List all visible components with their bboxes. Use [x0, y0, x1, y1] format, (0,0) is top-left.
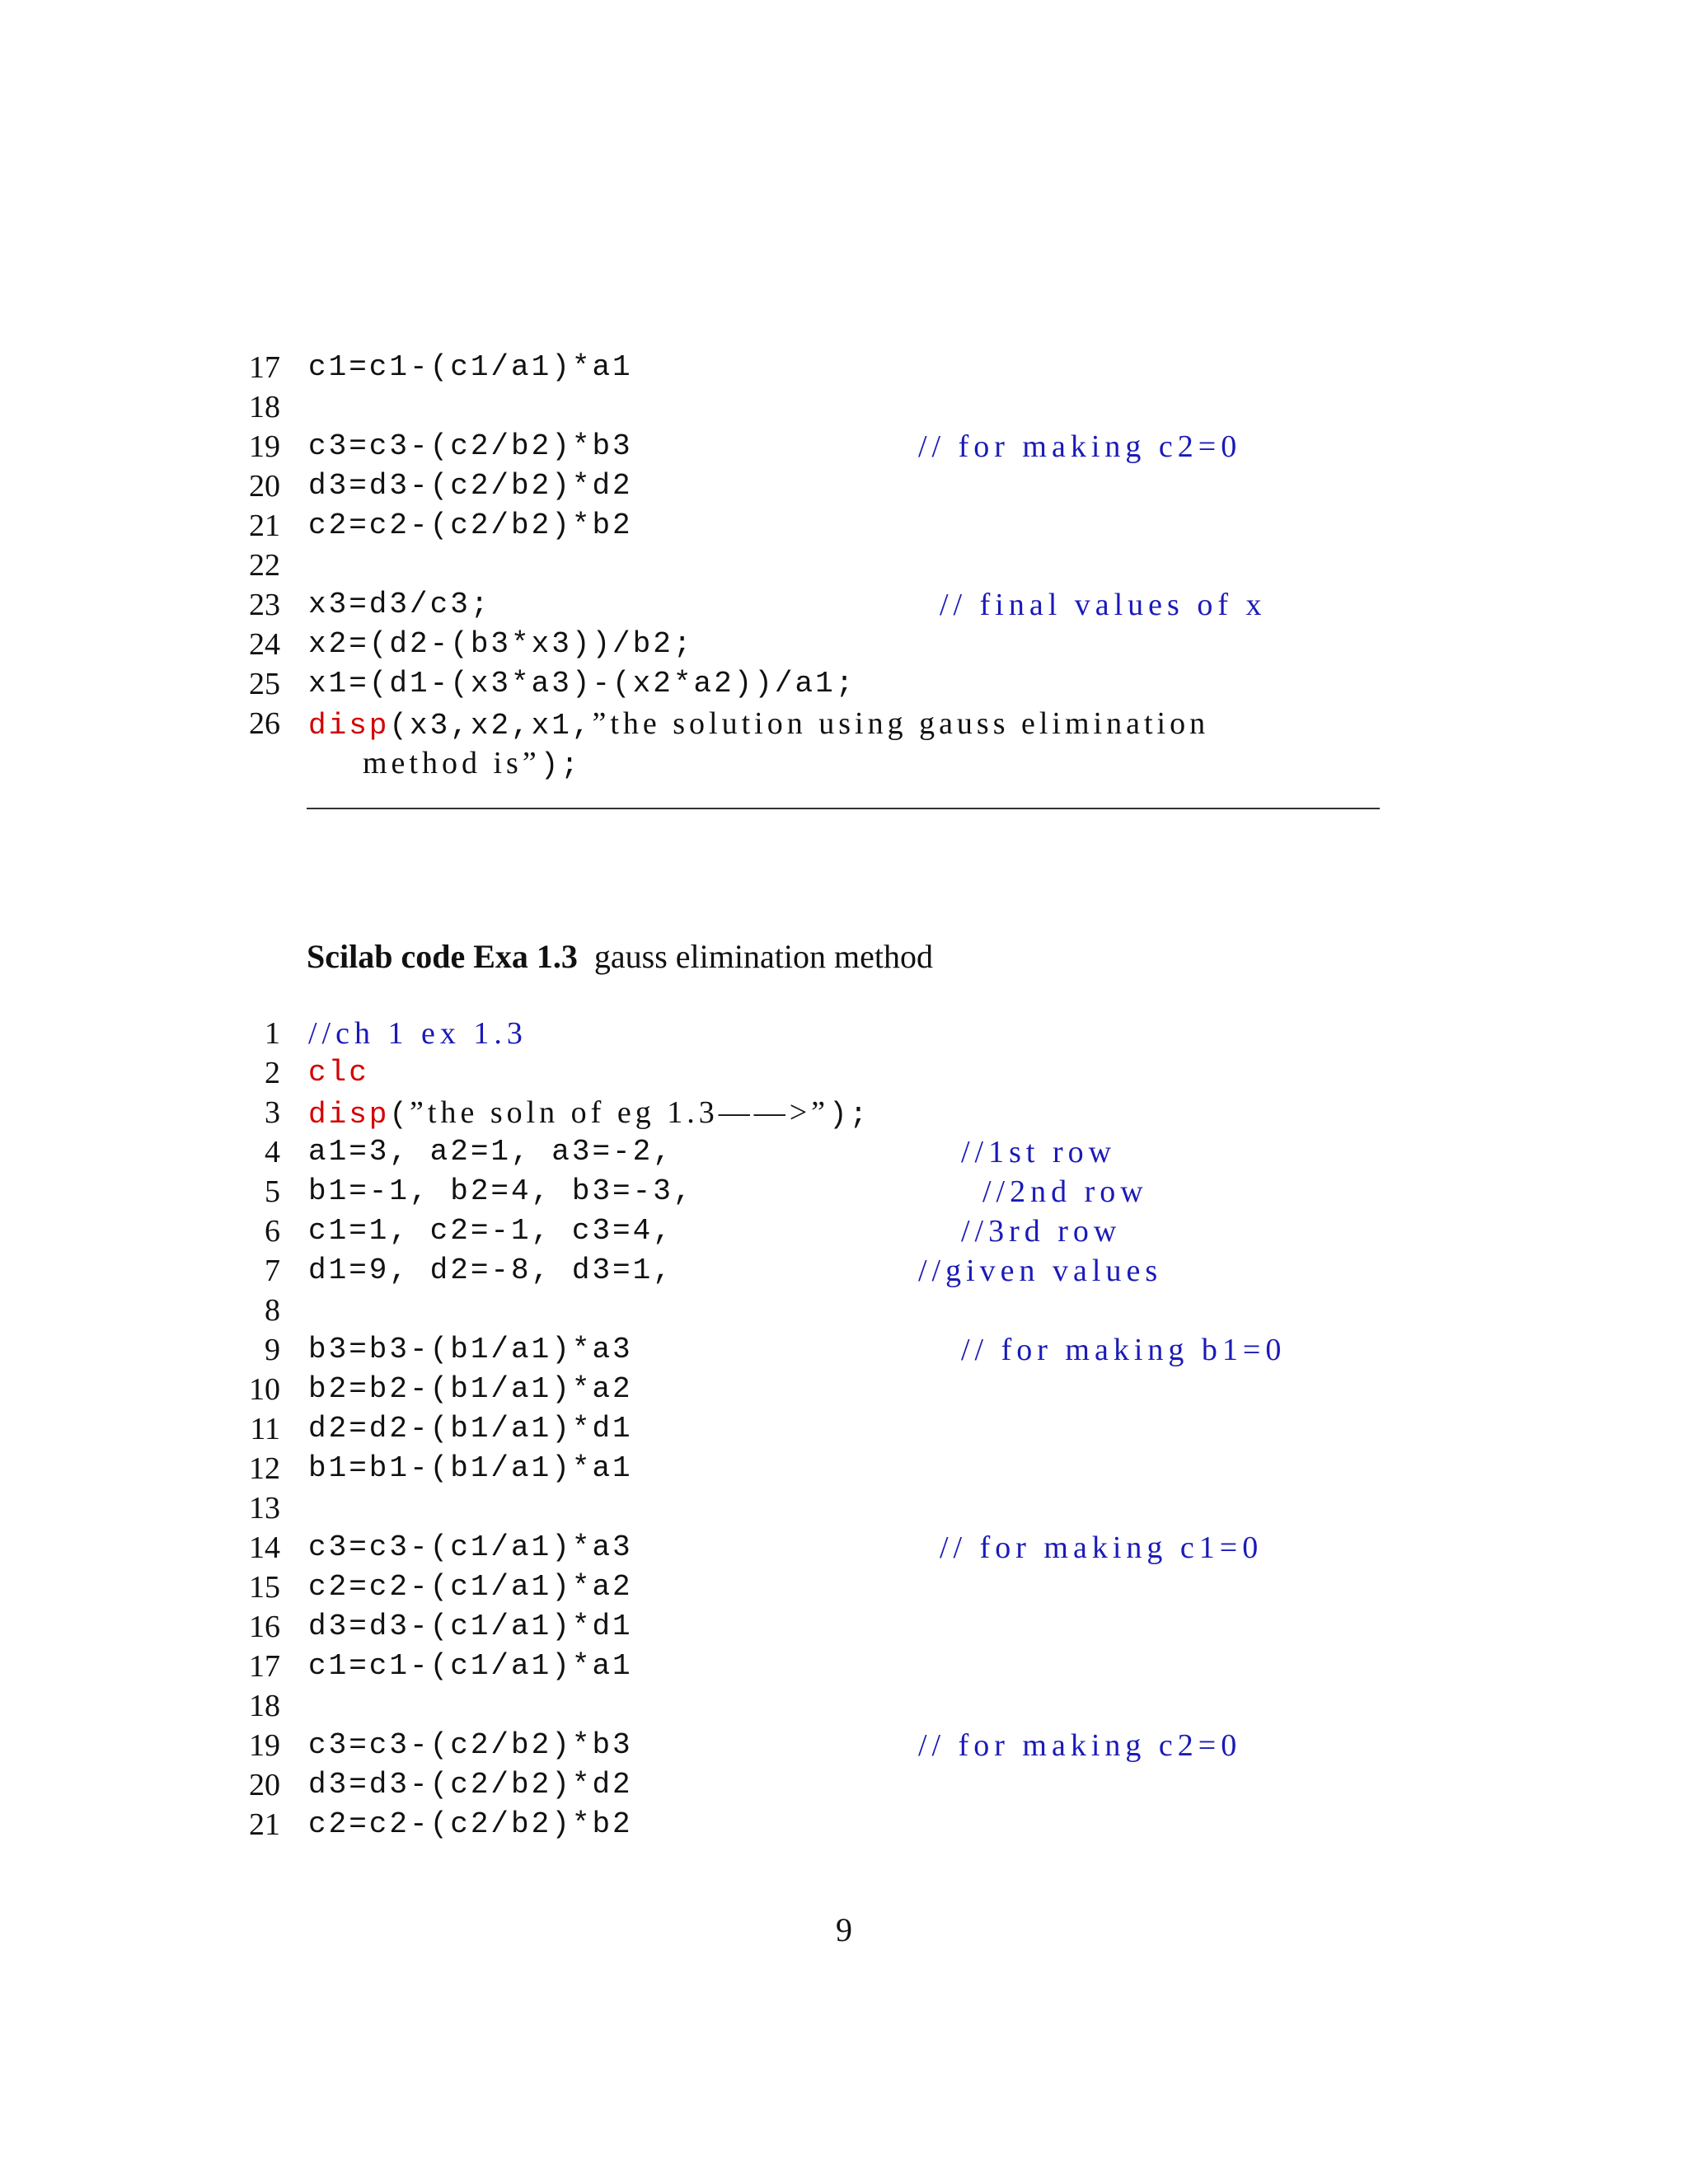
line-number: 3: [265, 1095, 280, 1130]
line-number: 8: [265, 1293, 280, 1328]
caption-label: Scilab code Exa 1.3: [307, 938, 578, 975]
code-comment: //ch 1 ex 1.3: [308, 1016, 528, 1051]
caption-text: gauss elimination method: [593, 938, 933, 975]
code-line: [0, 1291, 1688, 1330]
code-line: [0, 664, 1688, 704]
line-number: 9: [265, 1333, 280, 1367]
line-number: 12: [249, 1451, 280, 1486]
line-number: 19: [249, 1728, 280, 1763]
line-number: 6: [265, 1214, 280, 1249]
code-line: [0, 1686, 1688, 1726]
code-text: c2=c2-(c1/a1)*a2: [308, 1570, 633, 1604]
code-line: [0, 1647, 1688, 1686]
code-line: [0, 1568, 1688, 1607]
line-number: 19: [249, 429, 280, 464]
code-text: [308, 1093, 870, 1135]
keyword-disp: disp: [308, 709, 390, 743]
code-text: [308, 704, 1209, 746]
code-comment: //given values: [918, 1254, 1163, 1288]
line-number: 11: [250, 1412, 280, 1446]
line-number: 1: [265, 1016, 280, 1051]
code-line: [0, 1172, 1688, 1212]
line-number: 20: [249, 469, 280, 504]
code-line: [0, 546, 1688, 585]
code-line: [0, 466, 1688, 506]
code-comment: //3rd row: [961, 1214, 1122, 1249]
code-line: [0, 1330, 1688, 1370]
code-text: c3=c3-(c2/b2)*b3: [308, 429, 633, 463]
code-text: c1=c1-(c1/a1)*a1: [308, 350, 633, 384]
code-text: d1=9, d2=-8, d3=1,: [308, 1254, 673, 1287]
listing-caption: [307, 935, 933, 978]
line-number: 23: [249, 588, 280, 622]
code-text: d3=d3-(c2/b2)*d2: [308, 469, 633, 503]
line-number: 7: [265, 1254, 280, 1288]
code-text: c1=c1-(c1/a1)*a1: [308, 1649, 633, 1683]
code-fragment: );: [540, 748, 581, 782]
code-line: [0, 1093, 1688, 1132]
code-text: d2=d2-(b1/a1)*d1: [308, 1412, 633, 1446]
code-line: [0, 1765, 1688, 1805]
line-number: 22: [249, 548, 280, 583]
code-line: [0, 1053, 1688, 1093]
code-line: [0, 506, 1688, 546]
line-number: 13: [249, 1491, 280, 1526]
code-text: x2=(d2-(b3*x3))/b2;: [308, 627, 694, 661]
code-line: [0, 1251, 1688, 1291]
line-number: 24: [249, 627, 280, 662]
code-line: [0, 1449, 1688, 1488]
code-line: [0, 1132, 1688, 1172]
code-fragment: );: [828, 1098, 870, 1132]
code-text: x3=d3/c3;: [308, 588, 491, 621]
line-number: 4: [265, 1135, 280, 1169]
code-text: b3=b3-(b1/a1)*a3: [308, 1333, 633, 1366]
code-comment: // for making c2=0: [918, 429, 1242, 464]
code-comment: //1st row: [961, 1135, 1117, 1169]
code-line: [0, 427, 1688, 466]
line-number: 14: [249, 1530, 280, 1565]
line-number: 17: [249, 1649, 280, 1684]
code-comment: //2nd row: [982, 1174, 1148, 1209]
code-line: [0, 1805, 1688, 1844]
code-line: [0, 1607, 1688, 1647]
line-number: 10: [249, 1372, 280, 1407]
code-text: c1=1, c2=-1, c3=4,: [308, 1214, 673, 1248]
code-line: [0, 1212, 1688, 1251]
code-comment: // for making c1=0: [940, 1530, 1264, 1565]
code-line: [0, 348, 1688, 387]
line-number: 21: [249, 509, 280, 543]
code-text: c3=c3-(c2/b2)*b3: [308, 1728, 633, 1762]
listing-end-rule: [307, 808, 1380, 809]
code-line: [0, 1409, 1688, 1449]
code-line: [0, 1014, 1688, 1053]
code-line-continuation: [0, 743, 1688, 783]
code-line: [0, 1370, 1688, 1409]
line-number: 15: [249, 1570, 280, 1605]
keyword-disp: disp: [308, 1098, 390, 1132]
line-number: 5: [265, 1174, 280, 1209]
code-text: b2=b2-(b1/a1)*a2: [308, 1372, 633, 1406]
code-text: d3=d3-(c1/a1)*d1: [308, 1610, 633, 1643]
code-comment: // final values of x: [940, 588, 1267, 622]
line-number: 17: [249, 350, 280, 385]
code-line: [0, 1488, 1688, 1528]
line-number: 20: [249, 1768, 280, 1802]
code-comment: // for making b1=0: [961, 1333, 1287, 1367]
code-text: d3=d3-(c2/b2)*d2: [308, 1768, 633, 1802]
page-number: 9: [836, 1911, 852, 1948]
string-literal: ”the soln of eg 1.3——>”: [410, 1095, 829, 1130]
line-number: 26: [249, 706, 280, 741]
code-line: [0, 625, 1688, 664]
line-number: 21: [249, 1807, 280, 1842]
keyword-clc: clc: [308, 1056, 369, 1090]
code-text: c2=c2-(c2/b2)*b2: [308, 1807, 633, 1841]
string-continuation: [363, 743, 581, 785]
code-line: [0, 585, 1688, 625]
code-line: [0, 1726, 1688, 1765]
line-number: 2: [265, 1056, 280, 1090]
code-text: c3=c3-(c1/a1)*a3: [308, 1530, 633, 1564]
code-line: [0, 1528, 1688, 1568]
line-number: 18: [249, 1689, 280, 1723]
line-number: 16: [249, 1610, 280, 1644]
code-line: [0, 704, 1688, 743]
code-text: a1=3, a2=1, a3=-2,: [308, 1135, 673, 1169]
code-line: [0, 387, 1688, 427]
line-number: 18: [249, 390, 280, 424]
code-text: x1=(d1-(x3*a3)-(x2*a2))/a1;: [308, 667, 856, 701]
string-literal: method is”: [363, 746, 541, 780]
code-text: b1=b1-(b1/a1)*a1: [308, 1451, 633, 1485]
code-comment: // for making c2=0: [918, 1728, 1242, 1763]
string-literal: ”the solution using gauss elimination: [592, 706, 1210, 741]
code-text: b1=-1, b2=4, b3=-3,: [308, 1174, 694, 1208]
code-fragment: (: [389, 1098, 410, 1132]
line-number: 25: [249, 667, 280, 701]
code-fragment: (x3,x2,x1,: [389, 709, 593, 743]
code-text: c2=c2-(c2/b2)*b2: [308, 509, 633, 542]
